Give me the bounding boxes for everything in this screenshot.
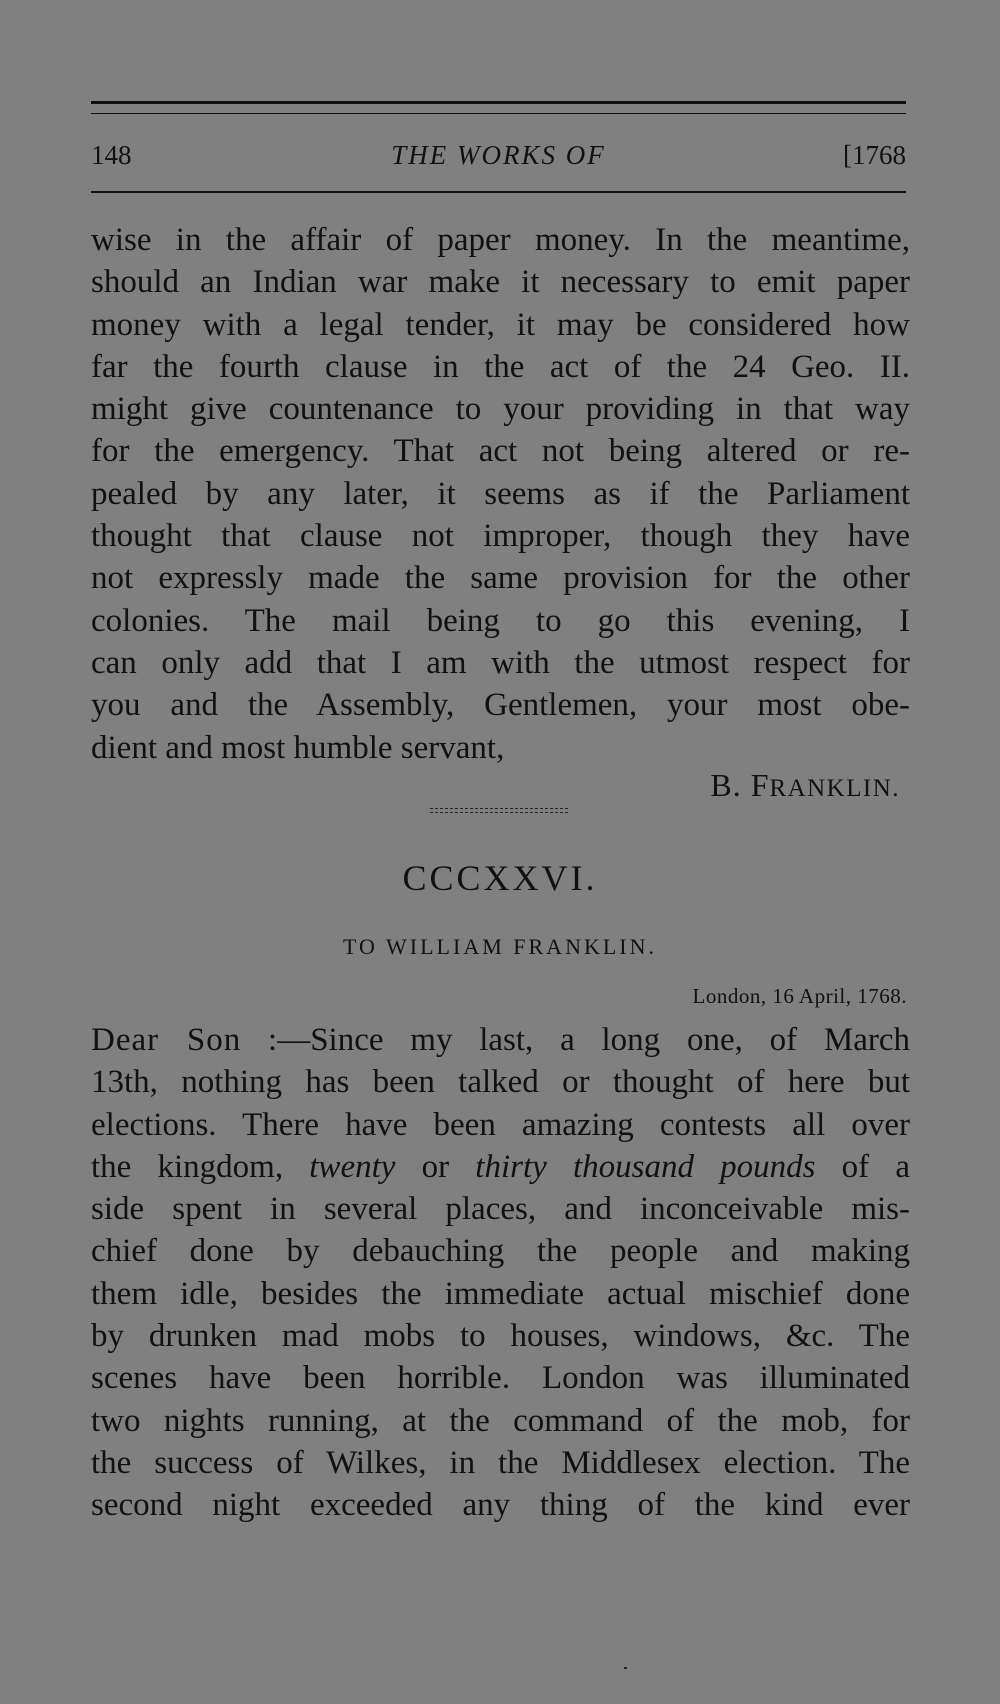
signature-surname: RANKLIN.: [769, 775, 900, 802]
salutation: Dear Son: [91, 1022, 242, 1058]
text-run: the kingdom,: [91, 1148, 310, 1185]
text-line: far the fourth clause in the act of the 24 Geo. II.: [91, 348, 910, 385]
text-line: colonies. The mail being to go this evening, I: [91, 602, 910, 639]
text-line: second night exceeded any thing of the kind ever: [91, 1487, 910, 1524]
header-rule-top: [91, 101, 906, 104]
signature-initial: B. F: [710, 767, 770, 803]
text-line: for the emergency. That act not being altered or re-: [91, 433, 910, 470]
text-line: you and the Assembly, Gentlemen, your most obe-: [91, 687, 910, 724]
text-line: not expressly made the same provision for the other: [91, 560, 910, 597]
letter-number: CCCXXVI.: [402, 858, 598, 898]
text-run: :—Since my last, a long one, of March: [241, 1022, 910, 1058]
header-rule-top-thin: [91, 113, 906, 114]
text-line: thought that clause not improper, though they have: [91, 518, 910, 555]
text-line: by drunken mad mobs to houses, windows, &c. The: [91, 1318, 910, 1355]
text-line: dient and most humble servant,: [91, 729, 505, 766]
text-line: can only add that I am with the utmost respect for: [91, 644, 910, 681]
running-header: [91, 137, 906, 173]
text-line: side spent in several places, and inconceivable mis-: [91, 1191, 910, 1228]
text-line: might give countenance to your providing in that way: [91, 391, 910, 428]
text-line: the success of Wilkes, in the Middlesex election. The: [91, 1444, 910, 1481]
page-number: 148: [91, 140, 132, 170]
text-line: wise in the affair of paper money. In the meantime,: [91, 222, 910, 258]
letter-dateline: London, 16 April, 1768.: [692, 984, 907, 1008]
text-run: of a: [815, 1148, 910, 1185]
text-line: chief done by debauching the people and making: [91, 1233, 910, 1270]
text-line: [91, 1146, 910, 1188]
signature: [710, 764, 900, 810]
text-line: scenes have been horrible. London was illuminated: [91, 1360, 910, 1397]
letter-body: [91, 1019, 910, 1527]
text-line: them idle, besides the immediate actual mischief done: [91, 1275, 910, 1312]
text-line: pealed by any later, it seems as if the Parliament: [91, 475, 910, 512]
text-line: elections. There have been amazing contests all over: [91, 1106, 910, 1143]
text-line: should an Indian war make it necessary to emit paper: [91, 264, 910, 301]
text-line: [91, 1019, 910, 1061]
text-run: or: [395, 1148, 476, 1185]
italic-run: thirty thousand pounds: [475, 1148, 816, 1185]
running-title: THE WORKS OF: [391, 140, 606, 170]
text-line: two nights running, at the command of the mob, for: [91, 1402, 910, 1439]
text-line: 13th, nothing has been talked or thought of here but: [91, 1064, 910, 1101]
text-line: money with a legal tender, it may be considered how: [91, 306, 910, 343]
section-divider-ornament: [430, 807, 568, 817]
print-speck: [624, 1667, 627, 1669]
italic-run: twenty: [309, 1148, 396, 1185]
letter-closing-paragraph: [91, 219, 910, 769]
year-mark: [1768: [843, 140, 906, 170]
letter-addressee: TO WILLIAM FRANKLIN.: [343, 934, 657, 959]
header-rule-bottom: [91, 191, 906, 193]
